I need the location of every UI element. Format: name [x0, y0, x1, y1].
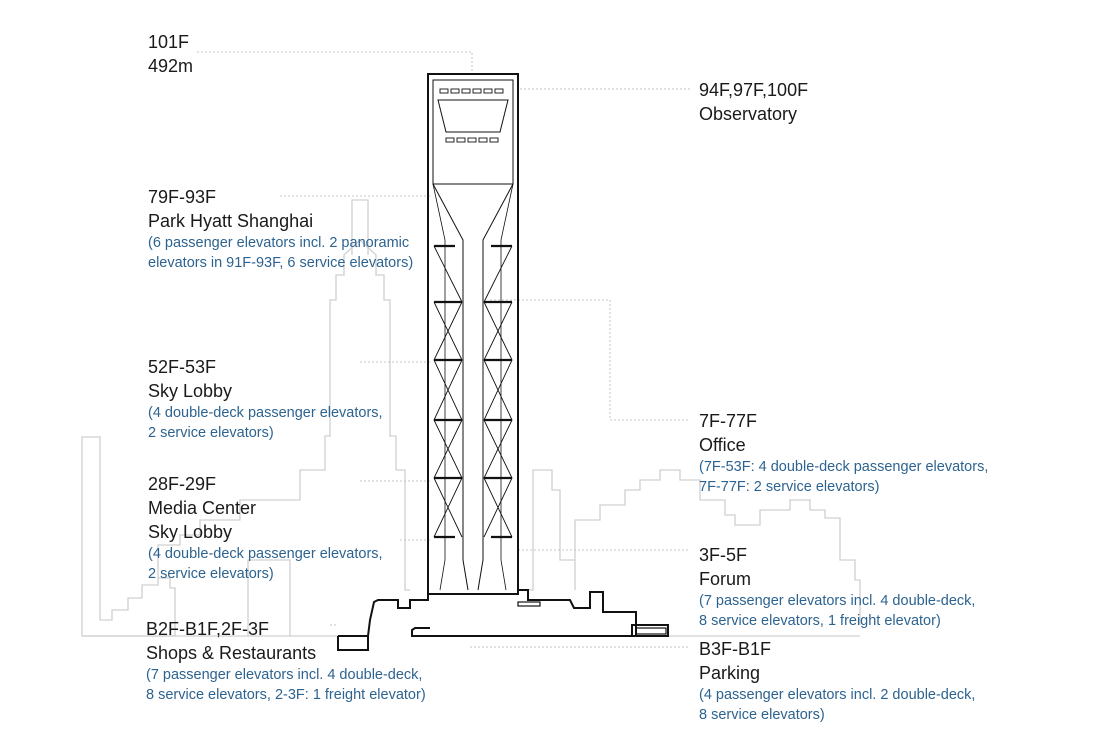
- label-office: [699, 409, 988, 497]
- label-parking: [699, 637, 975, 725]
- sky-lobby-floor: 52F-53F: [148, 357, 217, 377]
- media-center-name: Media Center: [148, 498, 257, 518]
- label-shops: [146, 617, 426, 705]
- label-sky-lobby: [148, 355, 383, 443]
- office-floor: 7F-77F: [699, 411, 758, 431]
- media-center-name-line2: Sky Lobby: [148, 522, 233, 542]
- forum-note-line2: 8 service elevators, 1 freight elevator): [699, 613, 941, 629]
- parking-note-line2: 8 service elevators): [699, 707, 825, 723]
- observatory-floor: 94F,97F,100F: [699, 80, 809, 100]
- shops-note-line1: (7 passenger elevators incl. 4 double-deck,: [146, 667, 423, 683]
- sky-lobby-note-line2: 2 service elevators): [148, 425, 274, 441]
- forum-floor: 3F-5F: [699, 545, 748, 565]
- sky-lobby-name: Sky Lobby: [148, 381, 233, 401]
- top-floor-label: 101F: [148, 32, 190, 52]
- hotel-floor: 79F-93F: [148, 187, 217, 207]
- shops-floor: B2F-B1F,2F-3F: [146, 619, 270, 639]
- forum-note-line1: (7 passenger elevators incl. 4 double-deck,: [699, 593, 976, 609]
- shops-note-line2: 8 service elevators, 2-3F: 1 freight elevator): [146, 687, 426, 703]
- label-top: [148, 30, 193, 78]
- parking-floor: B3F-B1F: [699, 639, 772, 659]
- parking-name: Parking: [699, 663, 761, 683]
- hotel-note-line1: (6 passenger elevators incl. 2 panoramic: [148, 235, 410, 251]
- observatory-name: Observatory: [699, 104, 798, 124]
- label-media-center: [148, 472, 383, 584]
- office-note-line1: (7F-53F: 4 double-deck passenger elevators,: [699, 459, 989, 475]
- office-name: Office: [699, 435, 746, 455]
- label-hotel: [148, 185, 413, 273]
- sky-lobby-note-line1: (4 double-deck passenger elevators,: [148, 405, 383, 421]
- tower-height-label: 492m: [148, 56, 194, 76]
- media-center-floor: 28F-29F: [148, 474, 217, 494]
- office-note-line2: 7F-77F: 2 service elevators): [699, 479, 880, 495]
- parking-note-line1: (4 passenger elevators incl. 2 double-deck,: [699, 687, 976, 703]
- tower: [338, 74, 668, 650]
- hotel-name: Park Hyatt Shanghai: [148, 211, 314, 231]
- media-center-note-line2: 2 service elevators): [148, 566, 274, 582]
- label-observatory: [699, 78, 808, 126]
- forum-name: Forum: [699, 569, 752, 589]
- media-center-note-line1: (4 double-deck passenger elevators,: [148, 546, 383, 562]
- hotel-note-line2: elevators in 91F-93F, 6 service elevators): [148, 255, 414, 271]
- label-forum: [699, 543, 975, 631]
- shops-name: Shops & Restaurants: [146, 643, 317, 663]
